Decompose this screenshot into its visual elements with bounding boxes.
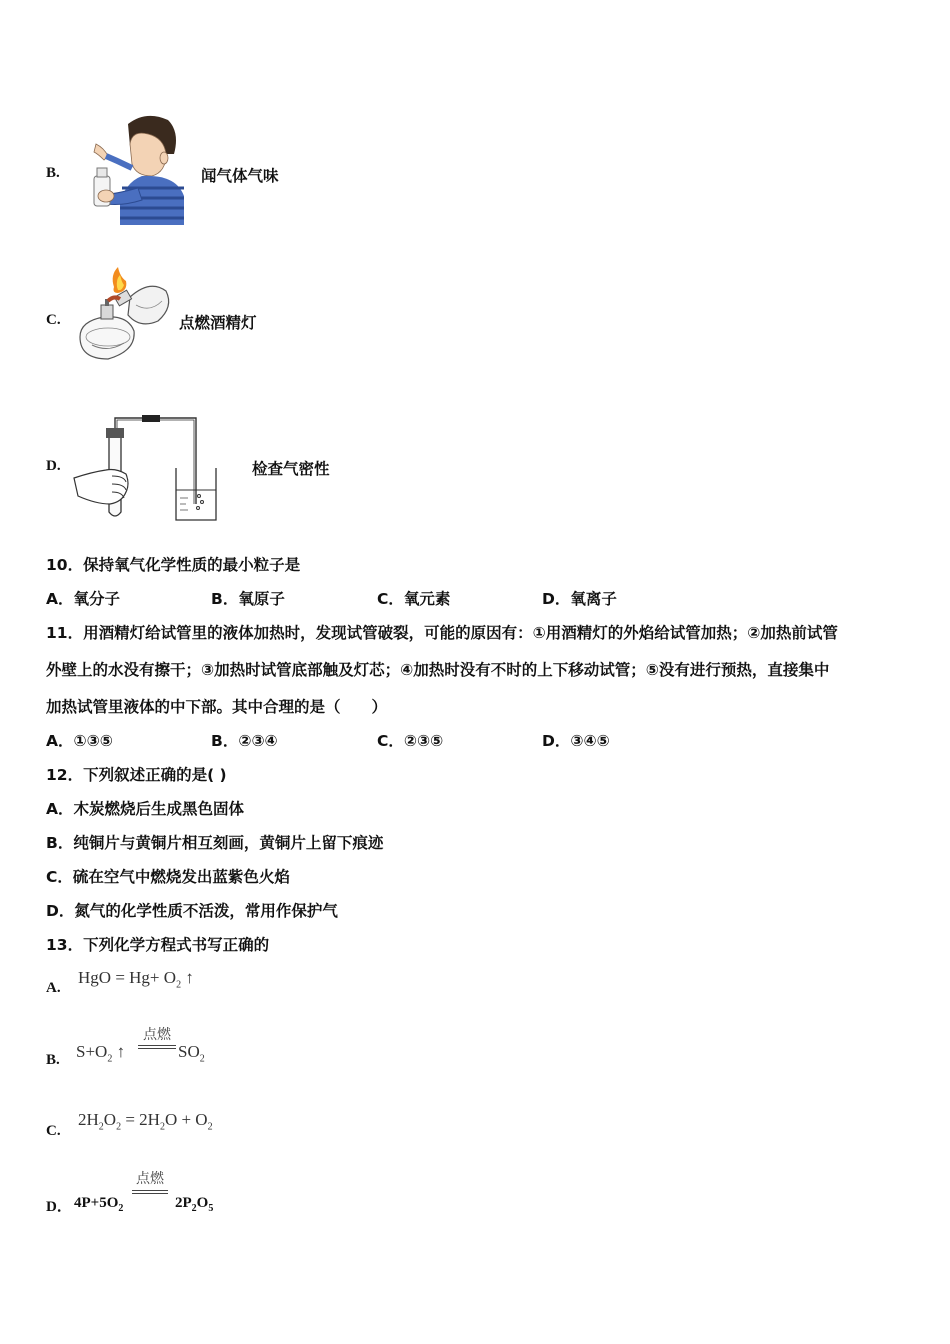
q10-option-a[interactable]: A．氧分子 xyxy=(46,590,120,608)
q13-equation-b-double-line xyxy=(138,1045,176,1049)
q13-equation-b-right: $SO_2$ xyxy=(178,1042,205,1065)
q10-options xyxy=(46,587,746,609)
option-c-label: C. xyxy=(46,312,61,328)
q13-option-d-label[interactable]: D． xyxy=(46,1199,72,1215)
alcohol-lamp-lighting-icon xyxy=(70,265,176,373)
q13-option-b-label[interactable]: B. xyxy=(46,1052,60,1068)
q10-option-c[interactable]: C．氧元素 xyxy=(377,590,451,608)
q12-stem: 12．下列叙述正确的是( ) xyxy=(46,766,227,784)
q11-options xyxy=(46,729,746,751)
q10-option-d[interactable]: D．氧离子 xyxy=(542,590,617,608)
airtightness-check-icon xyxy=(72,412,224,524)
q12-option-c[interactable]: C．硫在空气中燃烧发出蓝紫色火焰 xyxy=(46,868,290,886)
q13-option-a-label[interactable]: A. xyxy=(46,980,61,996)
option-d-label: D. xyxy=(46,458,61,474)
q13-equation-c: $2H_2O_2 = 2H_2O + O_2$ xyxy=(78,1110,213,1133)
q11-option-b[interactable]: B．②③④ xyxy=(211,732,278,750)
option-c-text: 点燃酒精灯 xyxy=(179,314,257,332)
q13-equation-b-condition: 点燃 xyxy=(143,1027,171,1043)
q11-line-2: 外壁上的水没有擦干；③加热时试管底部触及灯芯；④加热时没有不时的上下移动试管；⑤没有进行预热，直接集中 xyxy=(46,661,830,679)
q10-option-b[interactable]: B．氧原子 xyxy=(211,590,285,608)
option-b-label: B. xyxy=(46,165,60,181)
q13-equation-d-double-line xyxy=(132,1190,168,1194)
q11-line-3: 加热试管里液体的中下部。其中合理的是（ ） xyxy=(46,698,388,716)
q11-option-d[interactable]: D．③④⑤ xyxy=(542,732,610,750)
q13-equation-a: HgO = $Hg+ O_2$ ↑ xyxy=(78,968,194,991)
q13-equation-b-left: $S+O_2$ ↑ xyxy=(76,1042,126,1065)
q13-stem: 13．下列化学方程式书写正确的 xyxy=(46,936,270,954)
q10-stem: 10．保持氧气化学性质的最小粒子是 xyxy=(46,556,301,574)
q12-option-b[interactable]: B．纯铜片与黄铜片相互刻画，黄铜片上留下痕迹 xyxy=(46,834,384,852)
person-smelling-bottle-icon xyxy=(76,110,186,225)
q13-equation-d-right: $2P_2O_5$ xyxy=(175,1195,214,1214)
q13-option-c-label[interactable]: C. xyxy=(46,1123,61,1139)
q12-option-a[interactable]: A．木炭燃烧后生成黑色固体 xyxy=(46,800,244,818)
q13-equation-d-left: $4P+5O_2$ xyxy=(74,1195,124,1214)
q12-option-d[interactable]: D．氮气的化学性质不活泼，常用作保护气 xyxy=(46,902,338,920)
option-b-text: 闻气体气味 xyxy=(201,167,279,185)
q11-option-a[interactable]: A．①③⑤ xyxy=(46,732,113,750)
q11-option-c[interactable]: C．②③⑤ xyxy=(377,732,444,750)
q13-equation-d-condition: 点燃 xyxy=(136,1171,164,1187)
q11-line-1: 11．用酒精灯给试管里的液体加热时，发现试管破裂，可能的原因有：①用酒精灯的外焰给试管加热；②加热前试管 xyxy=(46,624,838,642)
option-d-text: 检查气密性 xyxy=(252,460,330,478)
